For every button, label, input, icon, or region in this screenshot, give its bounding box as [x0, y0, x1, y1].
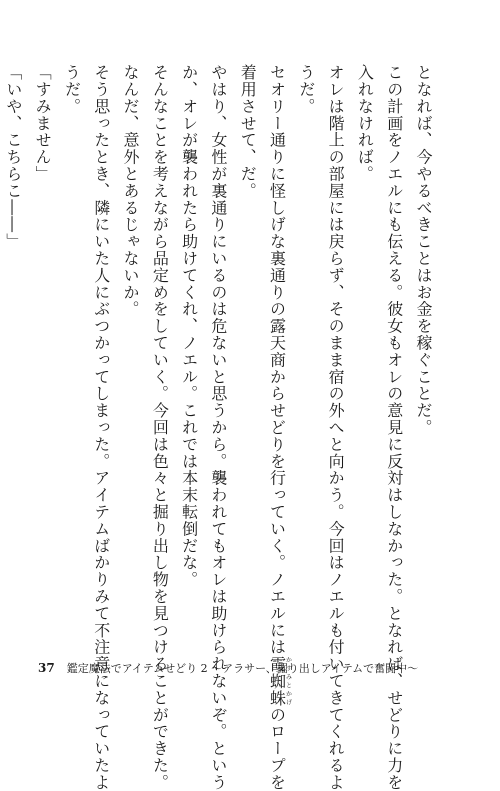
running-title: 鑑定魔法でアイテムせどり 2 〜アラサー、掘り出しアイテムで奮闘中〜	[66, 662, 419, 675]
text-line-6: セオリー通りに怪しげな裏通りの露天商からせどりを行っていく。ノエルには霞蜘蛛かすみとかげのロープを	[267, 64, 292, 791]
page-footer	[38, 660, 418, 676]
text-line-7: 着用させて、だ。	[238, 64, 258, 200]
text-line-4: オレは階上の部屋には戻らず、そのまま宿の外へと向かう。今回はノエルも付いてきてくれるよ	[326, 64, 346, 791]
text-line-9: か、オレが襲われたら助けてくれ、ノエル。これでは本末転倒だな。	[179, 64, 199, 588]
text-line-15: 「いや、こちらこ――」	[3, 64, 23, 250]
text-line-3: 入れなければ。	[355, 64, 375, 183]
text-line-8: やはり、女性が裏通りにいるのは危ないと思うから。襲われてもオレは助けられないぞ。という	[208, 64, 228, 791]
text-line-12: そう思ったとき、隣にいた人にぶつかってしまった。アイテムばかりみて不注意になっていたよ	[91, 64, 111, 791]
text-line-14: 「すみません」	[33, 64, 53, 183]
page-number: 37	[38, 661, 55, 675]
ruby-kasumigumo: かすみとかげ	[284, 655, 292, 707]
text-line-5: うだ。	[296, 64, 316, 115]
text-line-10: そんなことを考えながら品定めをしていく。今回は色々と掘り出し物を見つけることができた。	[150, 64, 170, 791]
text-line-13: うだ。	[62, 64, 82, 115]
text-line-2: この計画をノエルにも伝える。彼女もオレの意見に反対はしなかった。となれば、せどりに力を	[384, 64, 404, 791]
text-line-11: なんだ、意外とあるじゃないか。	[121, 64, 141, 318]
text-line-1: となれば、今やるべきことはお金を稼ぐことだ。	[414, 64, 433, 436]
